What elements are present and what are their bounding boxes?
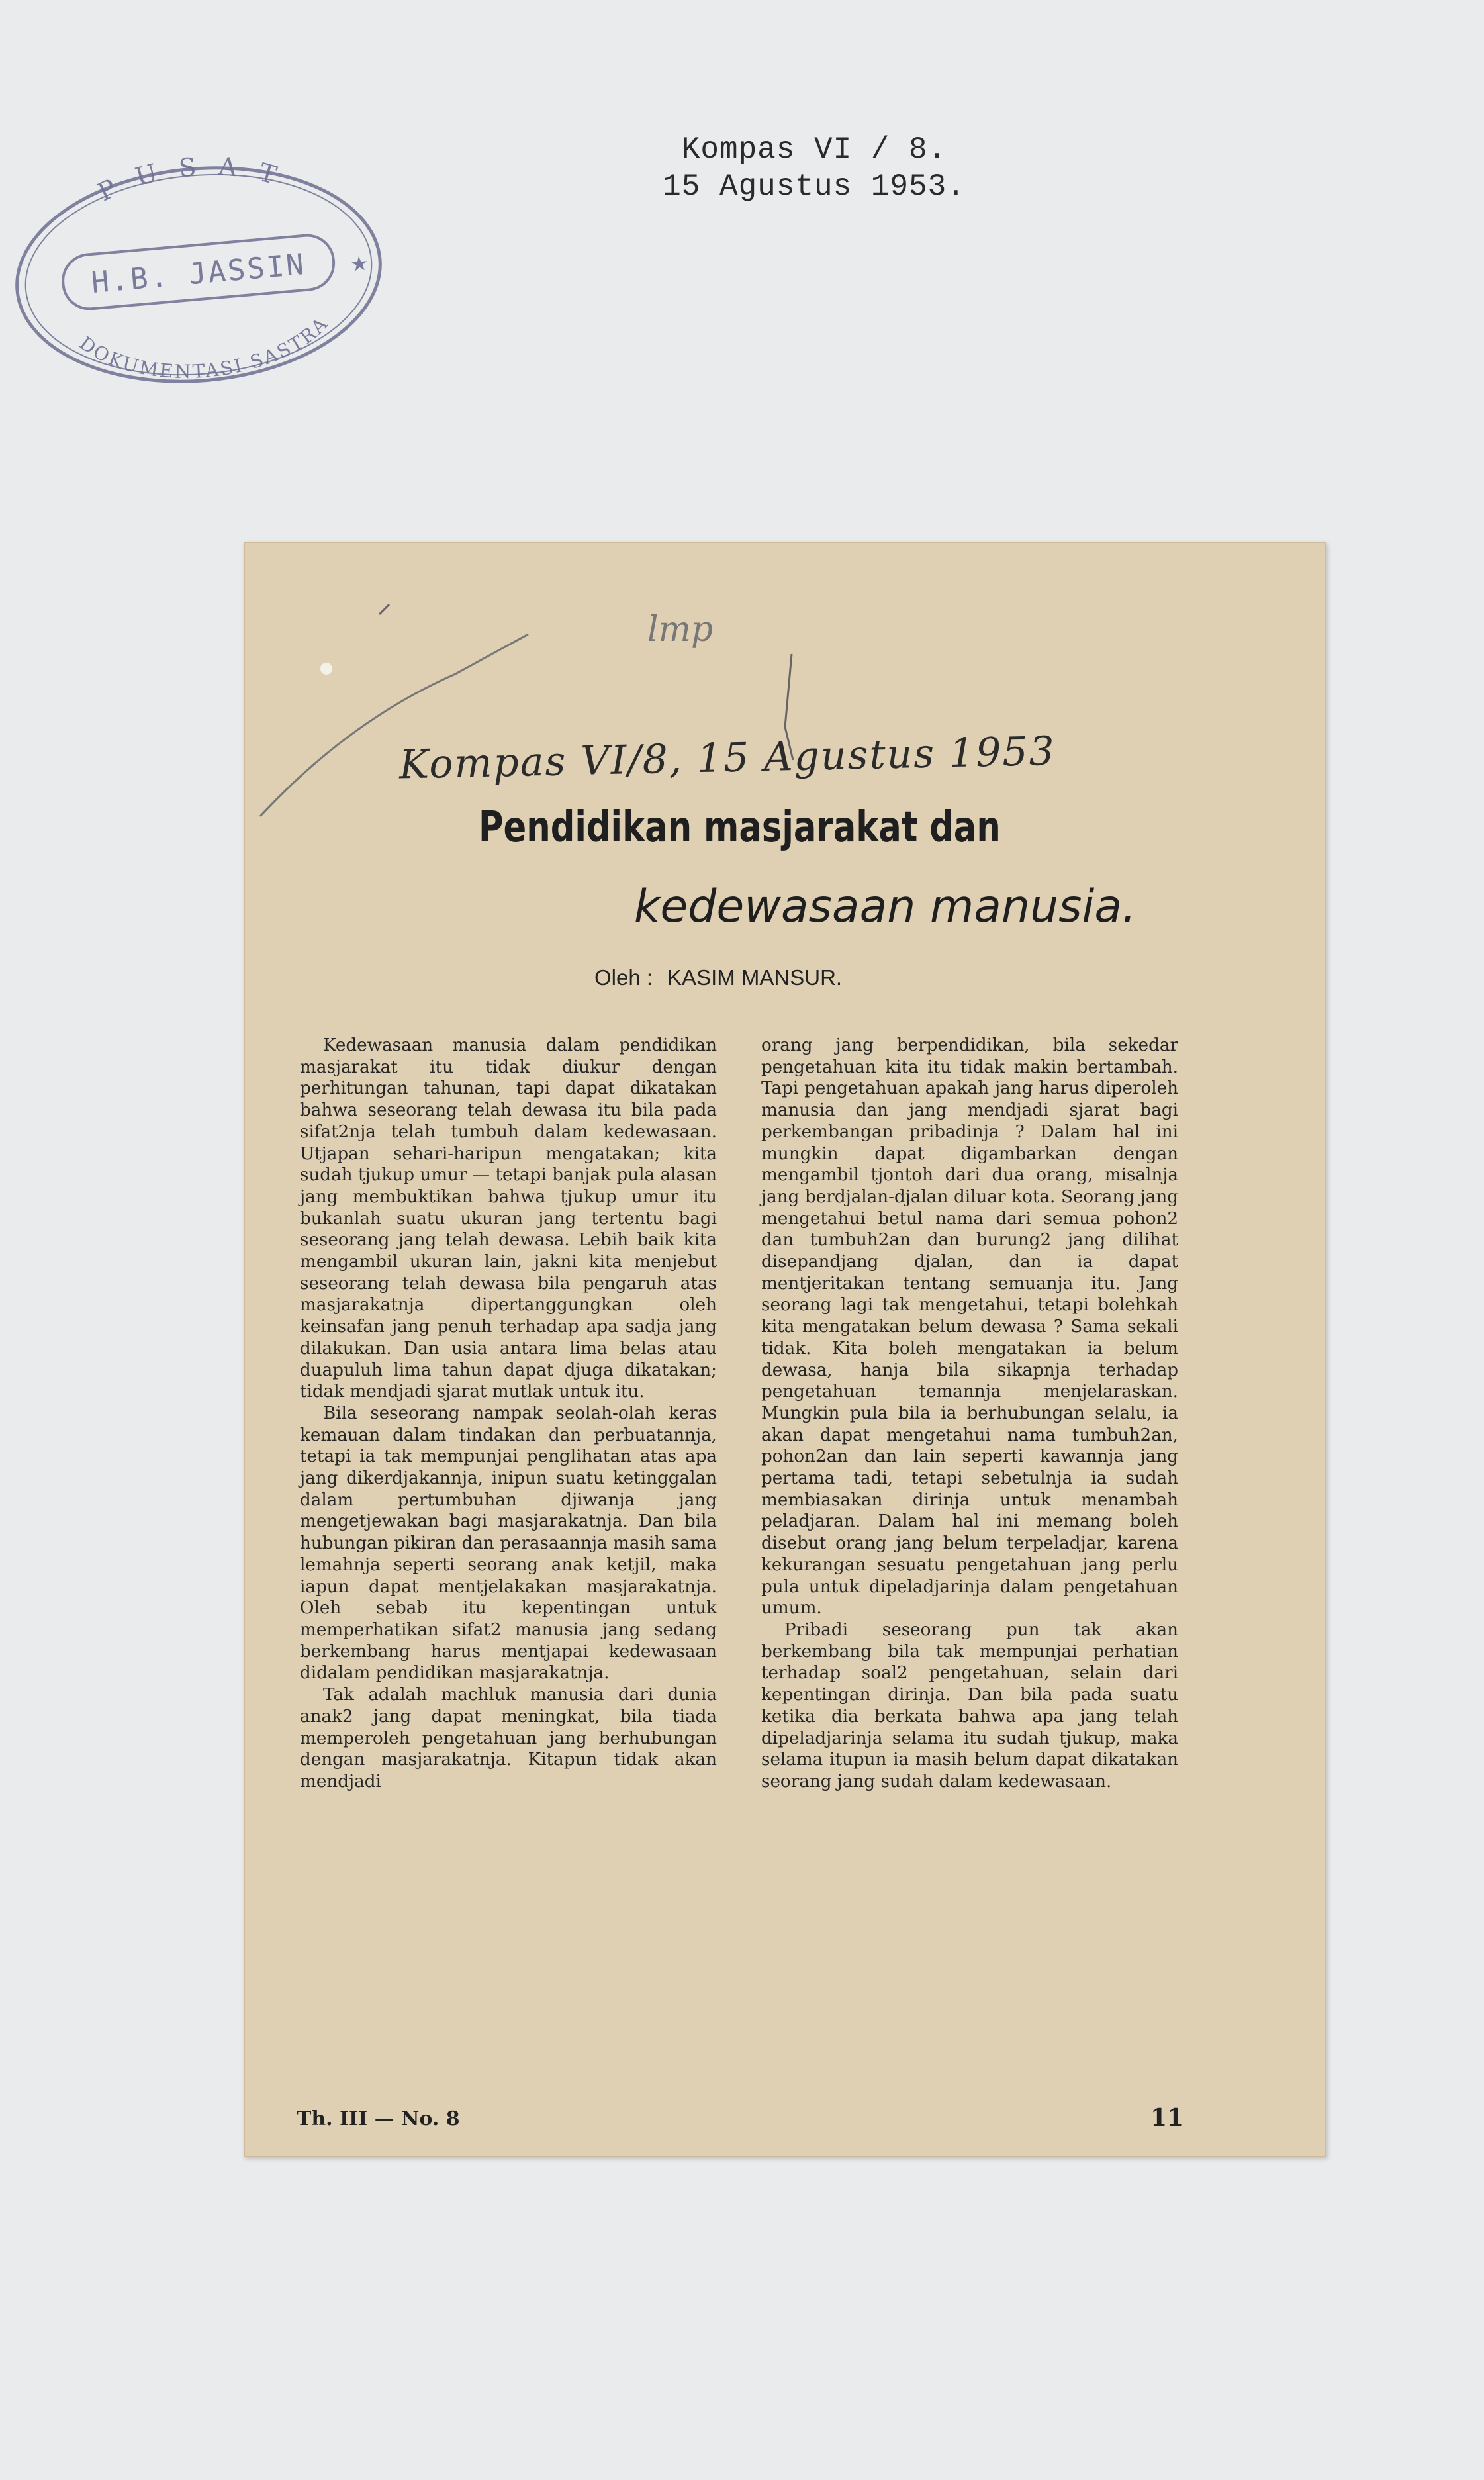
star-icon: ★ xyxy=(349,252,369,277)
paragraph: Tak adalah machluk manusia dari dunia anak2 jang dapat meningkat, bila tiada memperoleh pengetahuan jang berhubungan dengan masjarakatnja. Kitapun tidak akan mendjadi xyxy=(300,1685,717,1791)
newspaper-clipping xyxy=(244,542,1326,2157)
archive-stamp xyxy=(0,149,397,394)
paragraph: Bila seseorang nampak seolah-olah keras kemauan dalam tindakan dan perbuatannja, tetapi ia tak mempunjai penglihatan atas apa jang dikerdjakannja, inipun suatu ketinggalan dalam pertumbuhan djiwanja jang mengetjewakan bagi masjarakatnja. Dan bila hubungan pikiran dan perasaannja masih sama lemahnja seperti seorang anak ketjil, maka iapun dapat mentjelakakan masjarakatnja. Oleh sebab itu kepentingan untuk memperhatikan sifat2 manusia jang sedang berkembang harus mentjapai kedewasaan didalam pendidikan masjarakatnja. xyxy=(300,1403,717,1684)
page-number: 11 xyxy=(1150,2104,1184,2132)
stamp-top-text: P U S A T xyxy=(93,152,287,207)
paragraph: Kedewasaan manusia dalam pendidikan masjarakat itu tidak diukur dengan perhitungan tahunan, tapi dapat dikatakan bahwa seseorang telah dewasa itu bila pada sifat2nja telah tumbuh dalam kedewasaan. Utjapan sehari-haripun mengatakan; kita sudah tjukup umur — tetapi banjak pula alasan jang membuktikan bahwa tjukup umur itu bukanlah suatu ukuran jang tertentu bagi seseorang jang telah dewasa. Lebih baik kita mengambil ukuran lain, jakni kita menjebut seseorang telah dewasa bila pengaruh atas masjarakatnja dipertanggungkan oleh keinsafan jang penuh terhadap apa sadja jang dilakukan. Dan usia antara lima belas atau duapuluh lima tahun dapat djuga dikatakan; tidak mendjadi sjarat mutlak untuk itu. xyxy=(300,1035,717,1402)
paragraph: orang jang berpendidikan, bila sekedar pengetahuan kita itu tidak makin bertambah. Tapi pengetahuan apakah jang harus diperoleh manusia dan jang mendjadi sjarat bagi perkembangan pribadinja ? Dalam hal ini mungkin dapat digambarkan dengan mengambil tjontoh dari dua orang, misalnja jang berdjalan-djalan diluar kota. Seorang jang mengetahui betul nama dari semua pohon2 dan tumbuh2an dan burung2 jang dilihat disepandjang djalan, dan ia dapat mentjeritakan tentang semuanja itu. Jang seorang lagi tak mengetahui, tetapi bolehkah kita mengatakan belum dewasa ? Sama sekali tidak. Kita boleh mengatakan ia belum dewasa, hanja bila sikapnja terhadap pengetahuan temannja menjelaraskan. Mungkin pula bila ia berhubungan selalu, ia akan dapat mengetahui nama tumbuh2an, pohon2an dan lain seperti kawannja jang pertama tadi, tetapi sebetulnja ia sudah membiasakan dirinja untuk menambah peladjaran. Dalam hal ini memang boleh disebut orang jang belum terpeladjar, karena kekurangan sesuatu pengetahuan jang perlu pula untuk dipeladjarinja dalam pengetahuan umum. xyxy=(761,1035,1178,1619)
article-title: Pendidikan masjarakat dan xyxy=(479,803,1001,852)
article-column-right xyxy=(761,1035,1178,1793)
pencil-mark-text: lmp xyxy=(647,610,714,649)
archive-note-source: Kompas VI / 8. xyxy=(681,132,947,167)
byline-prefix: Oleh : xyxy=(594,965,653,990)
handwritten-note: Kompas VI/8, 15 Agustus 1953 xyxy=(398,728,1056,788)
ink-spot xyxy=(320,663,332,675)
archive-note xyxy=(582,131,1046,205)
stamp-center-text: H.B. JASSIN xyxy=(90,247,307,301)
article-subtitle: kedewasaan manusia. xyxy=(634,881,1136,933)
issue-label: Th. III — No. 8 xyxy=(297,2107,460,2130)
paragraph: Pribadi seseorang pun tak akan berkembang bila tak mempunjai perhatian terhadap soal2 pengetahuan, selain dari kepentingan dirinja. Dan bila pada suatu ketika dia berkata bahwa apa jang telah dipeladjarinja selama itu sudah tjukup, maka selama itupun ia masih belum dapat dikatakan seorang jang sudah dalam kedewasaan. xyxy=(761,1619,1178,1791)
article-column-left xyxy=(300,1035,717,1793)
byline xyxy=(594,965,1124,990)
author-name: KASIM MANSUR. xyxy=(667,965,843,990)
stamp-bottom-text: DOKUMENTASI SASTRA xyxy=(75,312,334,383)
archive-note-date: 15 Agustus 1953. xyxy=(663,169,966,204)
